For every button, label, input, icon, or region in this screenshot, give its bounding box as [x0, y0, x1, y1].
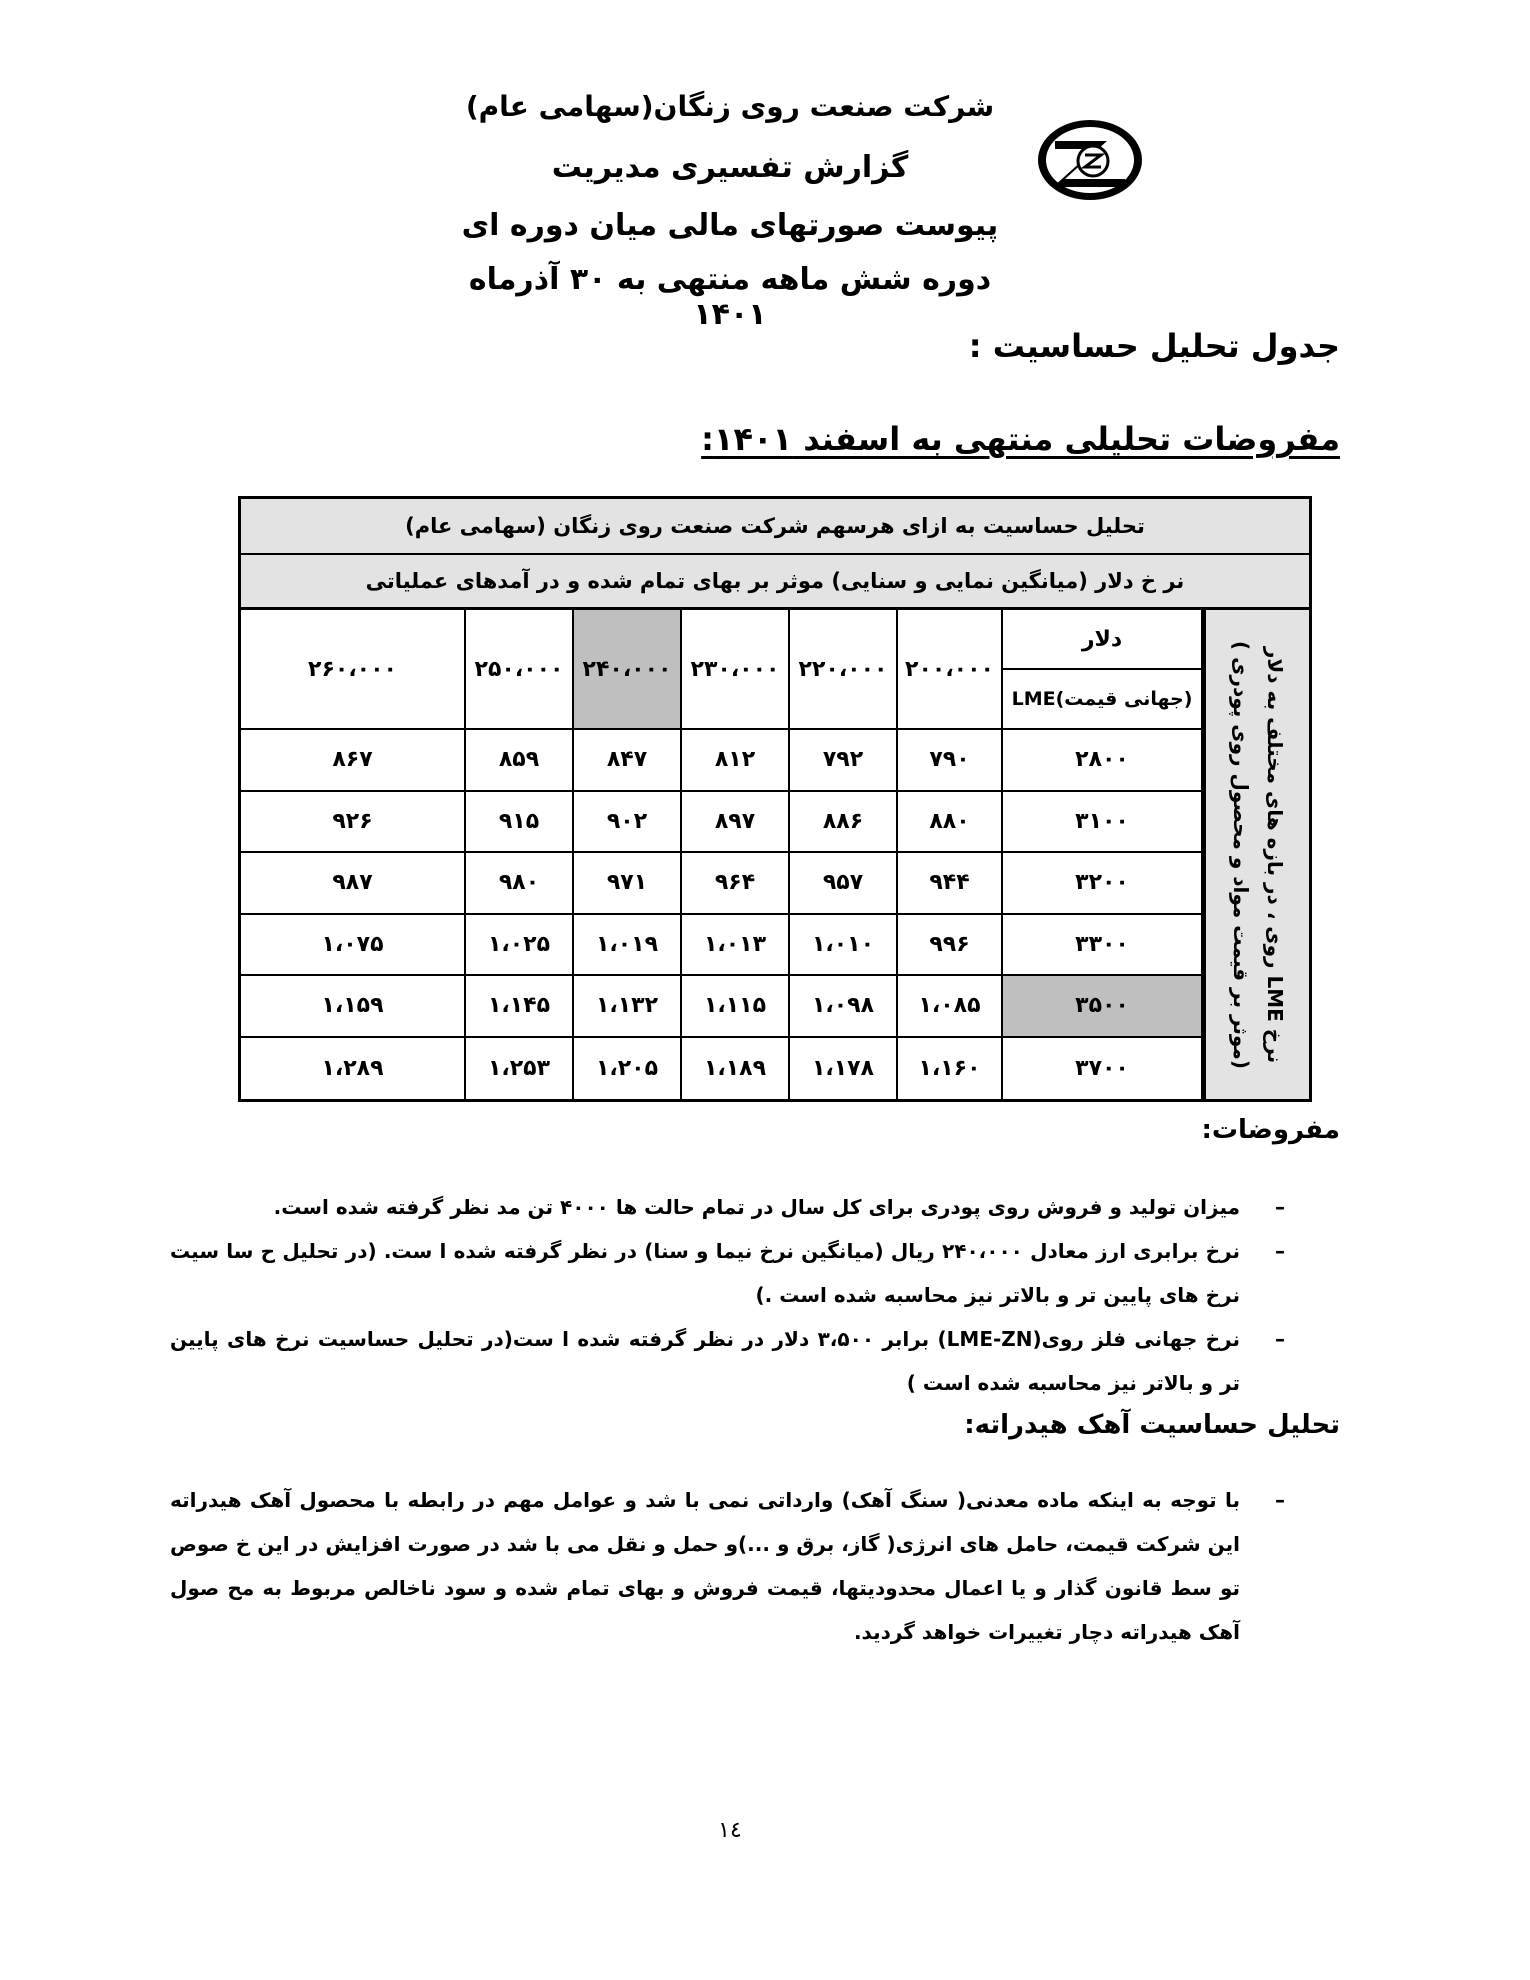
company-name: شرکت صنعت روی زنگان(سهامی عام): [465, 90, 995, 123]
dollar-rate-header: ۲۶۰،۰۰۰: [241, 610, 466, 730]
table-cell: ۸۱۲: [682, 730, 790, 792]
table-cell: ۹۸۷: [241, 853, 466, 915]
table-cell: ۱،۱۷۸: [790, 1038, 898, 1100]
table-cell: ۹۵۷: [790, 853, 898, 915]
lme-price-cell: ۳۳۰۰: [1003, 915, 1203, 977]
table-cell: ۷۹۰: [898, 730, 1003, 792]
table-cell: ۱،۱۵۹: [241, 976, 466, 1038]
table-cell: ۱،۲۸۹: [241, 1038, 466, 1100]
table-cell: ۱،۰۸۵: [898, 976, 1003, 1038]
table-cell: ۹۴۴: [898, 853, 1003, 915]
table-cell: ۹۰۲: [574, 792, 682, 854]
table-cell: ۱،۰۱۰: [790, 915, 898, 977]
table-grid: [241, 610, 1309, 1099]
table-cell: ۸۸۰: [898, 792, 1003, 854]
table-cell: ۸۵۹: [466, 730, 574, 792]
assumption-item: [170, 1317, 1285, 1405]
header-lme: (جهانی قیمت)LME: [1003, 670, 1203, 730]
assumptions-title: مفروضات:: [1201, 1115, 1340, 1145]
bullet-dash: –: [1275, 1488, 1285, 1512]
lme-price-cell: ۳۷۰۰: [1003, 1038, 1203, 1100]
table-cell: ۸۸۶: [790, 792, 898, 854]
dollar-rate-header: ۲۰۰،۰۰۰: [898, 610, 1003, 730]
table-cell: ۹۸۰: [466, 853, 574, 915]
table-cell: ۱،۲۵۳: [466, 1038, 574, 1100]
sensitivity-table-heading: جدول تحلیل حساسیت :: [968, 327, 1340, 365]
report-attachment: پیوست صورتهای مالی میان دوره ای: [461, 208, 999, 243]
table-cell: ۸۹۷: [682, 792, 790, 854]
table-cell: ۱،۰۲۵: [466, 915, 574, 977]
table-cell: ۹۹۶: [898, 915, 1003, 977]
lme-side-label: [1203, 610, 1309, 1099]
dollar-rate-header: ۲۳۰،۰۰۰: [682, 610, 790, 730]
table-cell: ۹۷۱: [574, 853, 682, 915]
table-cell: ۹۱۵: [466, 792, 574, 854]
lme-side-label-text: نرخ LME روی ، در بازه های مختلف به دلار (موثر بر قیمت مواد و محصول روی پودری ): [1228, 640, 1287, 1069]
bullet-dash: –: [1275, 1327, 1285, 1351]
assumption-text: میزان تولید و فروش روی پودری برای کل سال در تمام حالت ها ۴۰۰۰ تن مد نظر گرفته شده است.: [273, 1195, 1240, 1219]
bullet-dash: –: [1275, 1195, 1285, 1219]
header-dollar: دلار: [1003, 610, 1203, 670]
lme-price-cell: ۲۸۰۰: [1003, 730, 1203, 792]
table-cell: ۱،۱۶۰: [898, 1038, 1003, 1100]
table-cell: ۱،۱۴۵: [466, 976, 574, 1038]
assumption-text: نرخ جهانی فلز روی(LME-ZN) برابر ۳،۵۰۰ دلار در نظر گرفته شده ا ست(در تحلیل حساسیت نرخ های پایین تر و بالاتر نیز محاسبه شده است ): [170, 1327, 1240, 1395]
table-cell: ۱،۰۱۳: [682, 915, 790, 977]
lime-sensitivity-title: تحلیل حساسیت آهک هیدراته:: [964, 1410, 1340, 1440]
company-logo-icon: [1035, 115, 1145, 205]
dollar-rate-header: ۲۲۰،۰۰۰: [790, 610, 898, 730]
table-cell: ۹۲۶: [241, 792, 466, 854]
table-cell: ۱،۰۷۵: [241, 915, 466, 977]
table-cell: ۱،۱۸۹: [682, 1038, 790, 1100]
lme-price-cell: ۳۵۰۰: [1003, 976, 1203, 1038]
table-cell: ۱،۱۱۵: [682, 976, 790, 1038]
dollar-rate-header: ۲۴۰،۰۰۰: [574, 610, 682, 730]
table-cell: ۱،۰۹۸: [790, 976, 898, 1038]
table-title: تحلیل حساسیت به ازای هرسهم شرکت صنعت روی زنگان (سهامی عام): [241, 499, 1309, 555]
lme-price-cell: ۳۱۰۰: [1003, 792, 1203, 854]
table-subtitle: نر خ دلار (میانگین نمایی و سنایی) موثر بر بهای تمام شده و در آمدهای عملیاتی: [241, 555, 1309, 610]
table-cell: ۸۴۷: [574, 730, 682, 792]
lime-text: با توجه به اینکه ماده معدنی( سنگ آهک) وارداتی نمی با شد و عوامل مهم در رابطه با محصول آهک هیدراته این شرکت قیمت، حامل های انرژی( گاز، برق و ...)و حمل و نقل می با شد در صورت افزایش در این خ صوص تو سط قانون گذار و یا اعمال محدودیتها، قیمت فروش و بهای تمام شده و سود ناخالص مربوط به مح صول آهک هیدراته دچار تغییرات خواهد گردید.: [170, 1488, 1240, 1644]
table-cell: ۷۹۲: [790, 730, 898, 792]
lme-price-cell: ۳۲۰۰: [1003, 853, 1203, 915]
table-cell: ۱،۲۰۵: [574, 1038, 682, 1100]
lime-item: [170, 1478, 1285, 1654]
assumption-item: [170, 1185, 1285, 1229]
dollar-rate-header: ۲۵۰،۰۰۰: [466, 610, 574, 730]
table-cell: ۹۶۴: [682, 853, 790, 915]
table-cell: ۱،۰۱۹: [574, 915, 682, 977]
page-number: ۱٤: [718, 1818, 742, 1843]
assumption-text: نرخ برابری ارز معادل ۲۴۰،۰۰۰ ریال (میانگین نرخ نیما و سنا) در نظر گرفته شده ا ست. (در تحلیل ح سا سیت نرخ های پایین تر و بالاتر نیز محاسبه شده است .): [170, 1239, 1240, 1307]
table-cell: ۸۶۷: [241, 730, 466, 792]
report-period: دوره شش ماهه منتهی به ۳۰ آذرماه ۱۴۰۱: [468, 262, 992, 332]
report-title: گزارش تفسیری مدیریت: [551, 150, 909, 185]
table-cell: ۱،۱۳۲: [574, 976, 682, 1038]
sensitivity-table: [238, 496, 1312, 1102]
assumptions-period-heading: مفروضات تحلیلی منتهی به اسفند ۱۴۰۱:: [701, 420, 1340, 458]
bullet-dash: –: [1275, 1239, 1285, 1263]
assumption-item: [170, 1229, 1285, 1317]
